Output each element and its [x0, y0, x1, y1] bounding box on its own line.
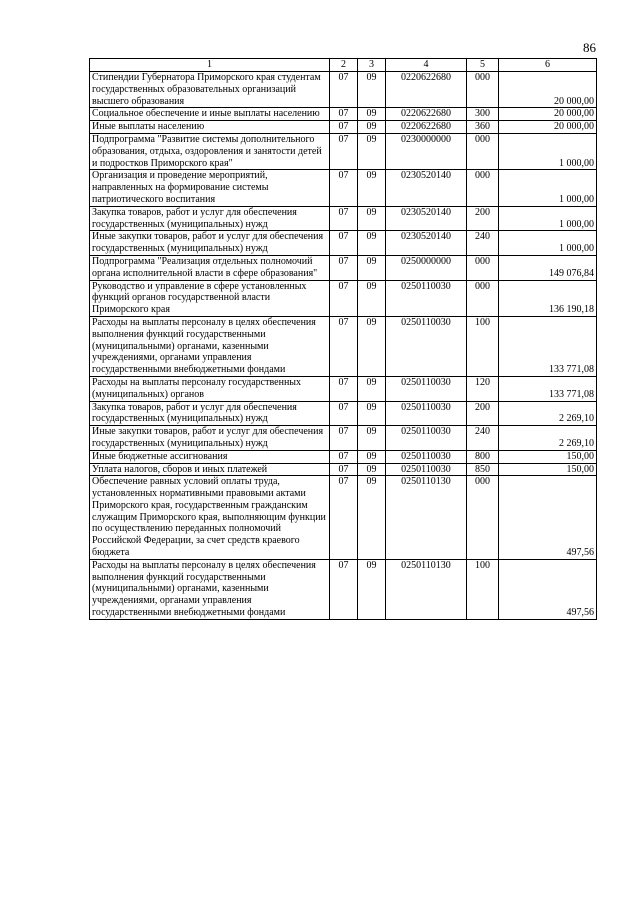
row-amount-cell: 150,00 — [499, 450, 597, 463]
row-subsection-cell: 09 — [358, 559, 386, 619]
table-row — [90, 426, 597, 451]
row-target-code-cell: 0250110030 — [386, 376, 467, 401]
row-target-code-cell: 0230520140 — [386, 231, 467, 256]
row-expense-type-cell: 850 — [467, 463, 499, 476]
row-expense-type-cell: 300 — [467, 108, 499, 121]
row-subsection-cell: 09 — [358, 206, 386, 231]
row-amount-cell: 1 000,00 — [499, 133, 597, 169]
row-target-code-cell: 0220622680 — [386, 121, 467, 134]
row-name-cell: Расходы на выплаты персоналу государственных (муниципальных) органов — [90, 376, 330, 401]
row-amount-cell: 1 000,00 — [499, 170, 597, 206]
row-section-cell: 07 — [330, 376, 358, 401]
row-amount-cell: 150,00 — [499, 463, 597, 476]
header-col-5: 5 — [467, 59, 499, 72]
row-section-cell: 07 — [330, 476, 358, 560]
row-target-code-cell: 0250000000 — [386, 255, 467, 280]
row-amount-cell: 1 000,00 — [499, 231, 597, 256]
row-subsection-cell: 09 — [358, 108, 386, 121]
row-section-cell: 07 — [330, 426, 358, 451]
row-section-cell: 07 — [330, 231, 358, 256]
budget-table — [89, 58, 597, 620]
row-target-code-cell: 0250110030 — [386, 280, 467, 316]
row-name-cell: Стипендии Губернатора Приморского края студентам государственных образовательных организаций высшего образования — [90, 72, 330, 108]
row-subsection-cell: 09 — [358, 121, 386, 134]
row-name-cell: Иные закупки товаров, работ и услуг для обеспечения государственных (муниципальных) нужд — [90, 231, 330, 256]
table-row — [90, 121, 597, 134]
row-section-cell: 07 — [330, 108, 358, 121]
table-body — [90, 59, 597, 620]
row-target-code-cell: 0230000000 — [386, 133, 467, 169]
row-name-cell: Подпрограмма "Реализация отдельных полномочий органа исполнительной власти в сфере образования" — [90, 255, 330, 280]
row-subsection-cell: 09 — [358, 426, 386, 451]
table-header-row — [90, 59, 597, 72]
row-amount-cell: 1 000,00 — [499, 206, 597, 231]
row-expense-type-cell: 000 — [467, 255, 499, 280]
table-row — [90, 108, 597, 121]
table-row — [90, 559, 597, 619]
row-expense-type-cell: 000 — [467, 280, 499, 316]
row-section-cell: 07 — [330, 450, 358, 463]
row-expense-type-cell: 200 — [467, 401, 499, 426]
row-target-code-cell: 0220622680 — [386, 72, 467, 108]
row-expense-type-cell: 000 — [467, 170, 499, 206]
table-row — [90, 280, 597, 316]
header-col-4: 4 — [386, 59, 467, 72]
table-row — [90, 255, 597, 280]
row-target-code-cell: 0250110030 — [386, 426, 467, 451]
row-section-cell: 07 — [330, 121, 358, 134]
row-amount-cell: 149 076,84 — [499, 255, 597, 280]
row-amount-cell: 20 000,00 — [499, 108, 597, 121]
row-expense-type-cell: 240 — [467, 231, 499, 256]
row-section-cell: 07 — [330, 559, 358, 619]
table-row — [90, 133, 597, 169]
row-amount-cell: 133 771,08 — [499, 376, 597, 401]
row-expense-type-cell: 100 — [467, 559, 499, 619]
table-row — [90, 401, 597, 426]
row-subsection-cell: 09 — [358, 72, 386, 108]
row-section-cell: 07 — [330, 133, 358, 169]
row-subsection-cell: 09 — [358, 133, 386, 169]
row-amount-cell: 133 771,08 — [499, 316, 597, 376]
table-row — [90, 450, 597, 463]
row-target-code-cell: 0250110130 — [386, 559, 467, 619]
row-target-code-cell: 0250110030 — [386, 463, 467, 476]
table-row — [90, 206, 597, 231]
table-row — [90, 316, 597, 376]
row-amount-cell: 136 190,18 — [499, 280, 597, 316]
row-target-code-cell: 0230520140 — [386, 206, 467, 231]
row-subsection-cell: 09 — [358, 280, 386, 316]
row-subsection-cell: 09 — [358, 316, 386, 376]
row-expense-type-cell: 360 — [467, 121, 499, 134]
row-expense-type-cell: 240 — [467, 426, 499, 451]
row-name-cell: Руководство и управление в сфере установленных функций органов государственной власти Приморского края — [90, 280, 330, 316]
row-section-cell: 07 — [330, 170, 358, 206]
page-number: 86 — [583, 40, 596, 55]
row-name-cell: Расходы на выплаты персоналу в целях обеспечения выполнения функций государственными (муниципальными) органами, казенными учреждениями, органами управления государственными внебюджетными фондами — [90, 559, 330, 619]
row-name-cell: Иные закупки товаров, работ и услуг для обеспечения государственных (муниципальных) нужд — [90, 426, 330, 451]
row-expense-type-cell: 120 — [467, 376, 499, 401]
row-amount-cell: 2 269,10 — [499, 426, 597, 451]
row-section-cell: 07 — [330, 316, 358, 376]
row-target-code-cell: 0250110030 — [386, 450, 467, 463]
row-section-cell: 07 — [330, 463, 358, 476]
row-amount-cell: 2 269,10 — [499, 401, 597, 426]
row-subsection-cell: 09 — [358, 376, 386, 401]
row-amount-cell: 497,56 — [499, 476, 597, 560]
row-name-cell: Подпрограмма "Развитие системы дополнительного образования, отдыха, оздоровления и занятости детей и подростков Приморского края" — [90, 133, 330, 169]
row-expense-type-cell: 000 — [467, 133, 499, 169]
row-subsection-cell: 09 — [358, 476, 386, 560]
row-expense-type-cell: 000 — [467, 72, 499, 108]
row-name-cell: Иные бюджетные ассигнования — [90, 450, 330, 463]
row-amount-cell: 20 000,00 — [499, 72, 597, 108]
table-row — [90, 72, 597, 108]
row-target-code-cell: 0250110030 — [386, 316, 467, 376]
row-target-code-cell: 0250110030 — [386, 401, 467, 426]
header-col-2: 2 — [330, 59, 358, 72]
header-col-3: 3 — [358, 59, 386, 72]
row-subsection-cell: 09 — [358, 450, 386, 463]
header-col-1: 1 — [90, 59, 330, 72]
row-target-code-cell: 0250110130 — [386, 476, 467, 560]
row-name-cell: Обеспечение равных условий оплаты труда, установленных нормативными правовыми актами Приморского края, государственным гражданским служащим Приморского края, выполняющим функции по осуществлению переданных полномочий Российской Федерации, за счет средств краевого бюджета — [90, 476, 330, 560]
table-row — [90, 463, 597, 476]
row-subsection-cell: 09 — [358, 401, 386, 426]
row-amount-cell: 20 000,00 — [499, 121, 597, 134]
row-subsection-cell: 09 — [358, 463, 386, 476]
row-name-cell: Уплата налогов, сборов и иных платежей — [90, 463, 330, 476]
row-name-cell: Социальное обеспечение и иные выплаты населению — [90, 108, 330, 121]
table-row — [90, 476, 597, 560]
table-row — [90, 170, 597, 206]
row-amount-cell: 497,56 — [499, 559, 597, 619]
row-expense-type-cell: 000 — [467, 476, 499, 560]
row-target-code-cell: 0220622680 — [386, 108, 467, 121]
row-expense-type-cell: 100 — [467, 316, 499, 376]
row-name-cell: Закупка товаров, работ и услуг для обеспечения государственных (муниципальных) нужд — [90, 401, 330, 426]
row-name-cell: Иные выплаты населению — [90, 121, 330, 134]
header-col-6: 6 — [499, 59, 597, 72]
row-name-cell: Организация и проведение мероприятий, направленных на формирование системы патриотического воспитания — [90, 170, 330, 206]
row-expense-type-cell: 200 — [467, 206, 499, 231]
row-name-cell: Закупка товаров, работ и услуг для обеспечения государственных (муниципальных) нужд — [90, 206, 330, 231]
row-section-cell: 07 — [330, 401, 358, 426]
table-row — [90, 376, 597, 401]
row-section-cell: 07 — [330, 255, 358, 280]
row-target-code-cell: 0230520140 — [386, 170, 467, 206]
row-subsection-cell: 09 — [358, 231, 386, 256]
row-section-cell: 07 — [330, 206, 358, 231]
row-expense-type-cell: 800 — [467, 450, 499, 463]
row-subsection-cell: 09 — [358, 255, 386, 280]
row-section-cell: 07 — [330, 72, 358, 108]
row-section-cell: 07 — [330, 280, 358, 316]
row-name-cell: Расходы на выплаты персоналу в целях обеспечения выполнения функций государственными (муниципальными) органами, казенными учреждениями, органами управления государственными внебюджетными фондами — [90, 316, 330, 376]
table-row — [90, 231, 597, 256]
row-subsection-cell: 09 — [358, 170, 386, 206]
